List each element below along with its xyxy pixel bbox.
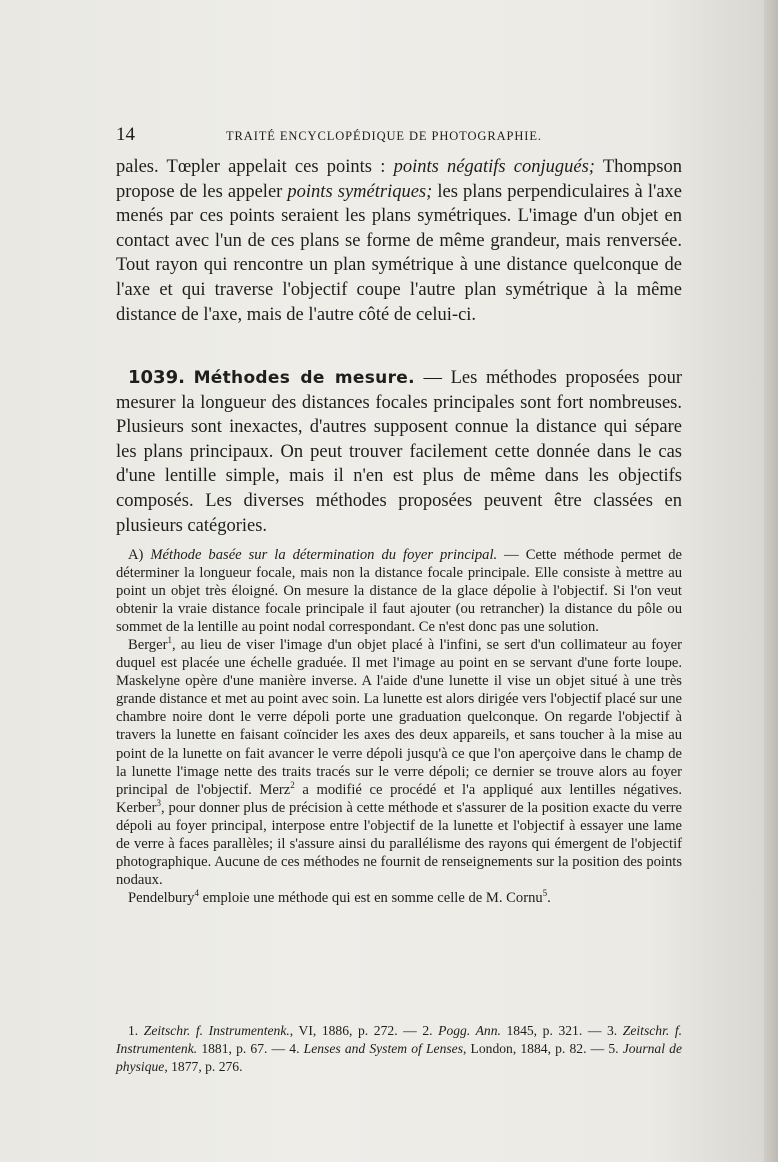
section-number: 1039. bbox=[128, 367, 185, 388]
footnote-ref: 1 bbox=[167, 635, 172, 646]
text: 1845, p. 321. — 3. bbox=[500, 1023, 623, 1038]
text: emploie une méthode qui est en somme celle de M. Cornu bbox=[198, 889, 543, 906]
text: . bbox=[547, 889, 551, 906]
item-body: — Cette méthode permet de déterminer la longueur focale, mais non la distance focale principale. Elle consiste à mettre au point un objet très éloigné. On mesure la distance de la glace dépolie à l'objectif. Si l'on veut obtenir la vraie distance focale principale il faut ajouter (ou retrancher) la distance du pôle ou sommet de la lentille au point nodal correspondant. Ce n'est donc pas une solution. bbox=[116, 547, 682, 636]
section-1039 bbox=[116, 366, 682, 538]
text: , au lieu de viser l'image d'un objet placé à l'infini, se sert d'un collimateur au foyer duquel est placée une échelle graduée. Il met l'image au point en se servant d'une forte loupe. Maskelyne opère d'une manière inverse. A l'aide d'une lunette il vise un objet situé à une très grande distance et met au point avec soin. La lunette est alors dirigée vers l'objectif placé sur une chambre noire dont le verre dépoli porte une graduation quelconque. On regarde l'objectif à travers la lunette en faisant coïncider les axes des deux appareils, et sans toucher à la mise au point de la lunette on fait avancer le verre dépoli jusqu'à ce que l'on aperçoive dans le champ de la lunette l'image nette des traits tracés sur le verre dépoli; ce dernier se trouve alors au foyer principal de l'objectif. Merz bbox=[116, 637, 682, 798]
section-title: Méthodes de mesure. bbox=[193, 368, 415, 388]
section-body: — Les méthodes proposées pour mesurer la longueur des distances focales principales sont fort nombreuses. Plusieurs sont inexactes, d'autres supposent connue la distance qui sépare les plans principaux. On peut trouver facilement cette donnée dans le cas d'une lentille simple, mais il n'en est plus de même dans les objectifs composés. Les diverses méthodes proposées peuvent être classées en plusieurs catégories. bbox=[116, 368, 683, 536]
reference: Lenses and System of Lenses bbox=[303, 1041, 463, 1056]
footnote-ref: 5 bbox=[542, 888, 548, 899]
text: pales. Tœpler appelait ces points : bbox=[116, 157, 394, 177]
footnote-ref: 4 bbox=[194, 888, 199, 899]
text: a modifié ce procédé et l'a appliqué aux lentilles négatives. Kerber bbox=[116, 781, 682, 816]
text: les plans perpendiculaires à l'axe menés par ces points seraient les plans symétriques. L'image d'un objet en contact avec l'un de ces plans se forme de même grandeur, mais renversée. Tout rayon qui rencontre un plan symétrique à une distance quelconque de l'axe et qui traverse l'objectif coupe l'autre plan symétrique à la même distance de l'axe, mais de l'autre côté de celui-ci. bbox=[116, 181, 682, 325]
reference: Zeitschr. f. Instrumentenk. bbox=[116, 1023, 683, 1056]
text: 1. bbox=[128, 1023, 144, 1038]
paragraph-intro bbox=[116, 155, 682, 327]
footnote-ref: 2 bbox=[290, 779, 295, 790]
item-label: A) bbox=[128, 547, 151, 563]
text: , 1877, p. 276. bbox=[164, 1059, 243, 1074]
reference: Journal de physique bbox=[116, 1041, 682, 1074]
text: Thompson propose de les appeler bbox=[116, 157, 683, 202]
reference: Zeitschr. f. Instrumentenk. bbox=[143, 1023, 290, 1038]
page-edge bbox=[764, 0, 778, 1162]
running-title: TRAITÉ ENCYCLOPÉDIQUE DE PHOTOGRAPHIE. bbox=[226, 129, 542, 143]
text: Pendelbury bbox=[128, 889, 195, 906]
text: 1881, p. 67. — 4. bbox=[197, 1041, 304, 1056]
footnote-ref: 3 bbox=[156, 797, 162, 808]
page-number: 14 bbox=[116, 124, 135, 145]
footnotes bbox=[116, 1022, 682, 1076]
reference: Pogg. Ann. bbox=[438, 1023, 501, 1038]
text: , VI, 1886, p. 272. — 2. bbox=[289, 1023, 439, 1038]
italic-term: points négatifs conjugués; bbox=[393, 157, 595, 177]
item-title: Méthode basée sur la détermination du foyer principal. bbox=[150, 547, 498, 563]
page-header bbox=[116, 124, 676, 146]
text: , London, 1884, p. 82. — 5. bbox=[463, 1041, 623, 1056]
small-print-block bbox=[116, 546, 682, 907]
text: Berger bbox=[128, 637, 168, 654]
text: , pour donner plus de précision à cette méthode et s'assurer de la position exacte du verre dépoli au foyer principal, interpose entre l'objectif de la lunette et l'objectif à essayer une lame de verre à faces parallèles; il s'assure ainsi du parallélisme des rayons qui émergent de l'objectif photographique. Aucune de ces méthodes ne fournit de renseignements sur la position des points nodaux. bbox=[116, 799, 682, 888]
italic-term: points symétriques; bbox=[287, 181, 433, 202]
